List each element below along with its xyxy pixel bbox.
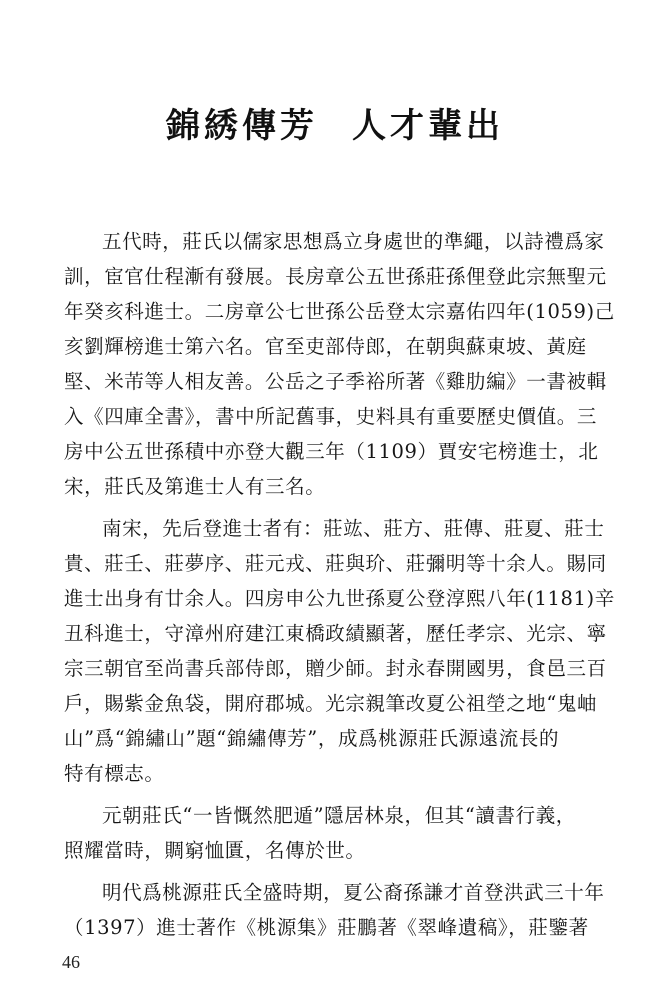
text-line: 訓，宦官仕程漸有發展。長房章公五世孫莊孫俚登此宗無聖元 [64,265,607,288]
text-line: 山”爲“錦繡山”題“錦繡傳芳”，成爲桃源莊氏源遠流長的 [64,727,560,750]
text-line: （1397）進士著作《桃源集》莊鵬著《翠峰遺稿》，莊鑒著 [64,916,589,939]
text-line: 特有標志。 [64,762,165,785]
text-line: 貴、莊壬、莊夢序、莊元戎、莊與玠、莊彌明等十余人。賜同 [64,552,607,575]
paragraph [64,224,616,504]
text-line: 亥劉輝榜進士第六名。官至吏部侍郎，在朝與蘇東坡、黃庭 [64,335,587,358]
text-line: 照耀當時，賙窮恤匱，名傳於世。 [64,839,366,862]
text-line: 進士出身有廿余人。四房申公九世孫夏公登淳熙八年(1181)辛 [64,587,615,610]
paragraph [64,875,616,945]
text-line: 元朝莊氏“一皆慨然肥遁”隱居林泉，但其“讀書行義， [102,804,576,827]
text-line: 年癸亥科進士。二房章公七世孫公岳登太宗嘉佑四年(1059)己 [64,300,615,323]
text-line: 丑科進士，守漳州府建江東橋政績顯著，歷任孝宗、光宗、寧 [64,622,607,645]
text-line: 堅、米芾等人相友善。公岳之子季裕所著《雞肋編》一書被輯 [64,370,607,393]
title-part-2: 人才輩出 [352,106,504,146]
text-line: 明代爲桃源莊氏全盛時期，夏公裔孫謙才首登洪武三十年 [102,881,605,904]
text-line: 戶，賜紫金魚袋，開府郡城。光宗親筆改夏公祖塋之地“鬼岫 [64,692,598,715]
text-line: 房中公五世孫積中亦登大觀三年（1109）賈安宅榜進士，北 [64,440,599,463]
text-line: 入《四庫全書》，書中所記舊事，史料具有重要歷史價值。三 [64,405,597,428]
title-part-1: 錦綉傳芳 [166,106,318,146]
body-text [64,224,616,945]
text-line: 宋，莊氏及第進士人有三名。 [64,475,326,498]
text-line: 宗三朝官至尚書兵部侍郎，贈少師。封永春開國男，食邑三百 [64,657,607,680]
text-line: 五代時，莊氏以儒家思想爲立身處世的準繩，以詩禮爲家 [102,230,605,253]
text-line: 南宋，先后登進士者有：莊竑、莊方、莊傳、莊夏、莊士 [102,517,605,540]
paragraph [64,798,616,868]
page-number: 46 [62,952,80,972]
paragraph [64,511,616,791]
page-title [0,98,670,147]
